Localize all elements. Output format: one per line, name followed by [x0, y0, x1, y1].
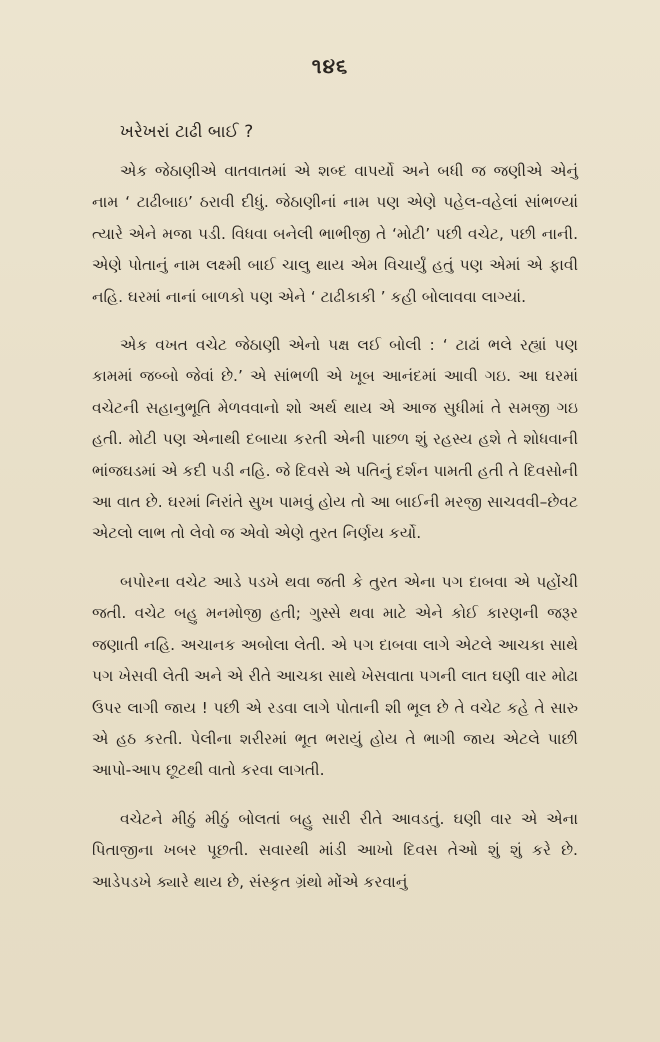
- body-text: [92, 156, 578, 898]
- paragraph: બપોરના વચેટ આડે પડખે થવા જતી કે તુરત એના પગ દાબવા એ પહોંચી જતી. વચેટ બહુ મનમોજી હતી; ગુસ્સે થવા માટે એને કોઈ કારણની જરૂર જણાતી નહિ. અચાનક અબોલા લેતી. એ પગ દાબવા લાગે એટલે આચકા સાથે પગ ખેસવી લેતી અને એ રીતે આચકા સાથે ખેસવાતા પગની લાત ઘણી વાર મોઢા ઉપર લાગી જાય ! પછી એ રડવા લાગે પોતાની શી ભૂલ છે તે વચેટ કહે તે સારુ એ હઠ કરતી. પેલીના શરીરમાં ભૂત ભરાયું હોય તે ભાગી જાય એટલે પાછી આપો-આપ છૂટથી વાતો કરવા લાગતી.: [92, 572, 578, 780]
- page-number: ૧૪૬: [311, 54, 349, 78]
- paragraph: વચેટને મીઠું મીઠું બોલતાં બહુ સારી રીતે આવડતું. ઘણી વાર એ એના પિતાજીના ખબર પૂછતી. સવારથી માંડી આખો દિવસ તેઓ શું શું કરે છે. આડેપડખે ક્યારે થાય છે, સંસ્કૃત ગ્રંથો મોંએ કરવાનું: [92, 809, 578, 891]
- paragraph: એક જેઠાણીએ વાતવાતમાં એ શબ્દ વાપર્યો અને બધી જ જણીએ એનું નામ ‘ ટાઢીબાઇ’ ઠરાવી દીધું. જેઠાણીનાં નામ પણ એણે પહેલ-વહેલાં સાંભળ્યાં ત્યારે એને મજા પડી. વિધવા બનેલી ભાભીજી તે ‘મોટી’ પછી વચેટ, પછી નાની. એણે પોતાનું નામ લક્ષ્મી બાઈ ચાલુ થાય એમ વિચાર્યું હતું પણ એમાં એ ફાવી નહિ. ઘરમાં નાનાં બાળકો પણ એને ‘ ટાઢીકાકી ’ કહી બોલાવવા લાગ્યાં.: [92, 162, 578, 306]
- section-heading: ખરેખરાં ટાઢી બાઈ ?: [120, 122, 254, 142]
- paragraph: એક વખત વચેટ જેઠાણી એનો પક્ષ લઈ બોલી : ‘ ટાઢાં ભલે રહ્યાં પણ કામમાં જબ્બો જેવાં છે.’ એ સાંભળી એ ખૂબ આનંદમાં આવી ગઇ. આ ઘરમાં વચેટની સહાનુભૂતિ મેળવવાનો શો અર્થ થાય એ આજ સુધીમાં તે સમજી ગઇ હતી. મોટી પણ એનાથી દબાયા કરતી એની પાછળ શું રહસ્ય હશે તે શોધવાની ભાંજઘડમાં એ કદી પડી નહિ. જે દિવસે એ પતિનું દર્શન પામતી હતી તે દિવસોની આ વાત છે. ઘરમાં નિરાંતે સુખ પામવું હોય તો આ બાઈની મરજી સાચવવી–છેવટ એટલો લાભ તો લેવો જ એવો એણે તુરત નિર્ણય કર્યો.: [92, 336, 578, 543]
